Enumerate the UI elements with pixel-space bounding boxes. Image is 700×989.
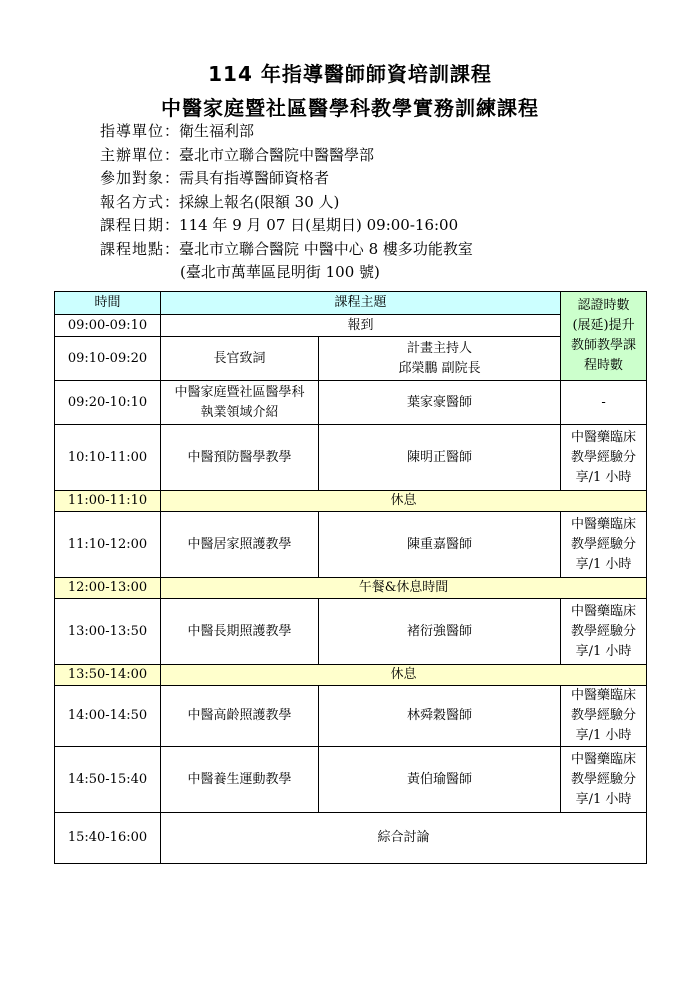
credit-line: 教學經驗分 (571, 771, 637, 787)
info-separator: ： (164, 239, 180, 258)
header-credit-line: 教師教學課 (571, 338, 637, 353)
info-label: 參加對象 (100, 169, 165, 187)
speaker-line: 計畫主持人 (407, 340, 473, 356)
info-organizer (100, 120, 473, 144)
row-time: 14:00-14:50 (55, 686, 161, 747)
info-location (100, 238, 473, 262)
credit-line: 教學經驗分 (571, 536, 637, 552)
table-row (55, 686, 647, 747)
table-row (55, 813, 647, 864)
info-separator: ： (164, 216, 180, 234)
row-time: 10:10-11:00 (55, 425, 161, 491)
credit-line: 享/1 小時 (575, 556, 632, 572)
row-topic (161, 381, 319, 425)
row-credit (561, 425, 647, 491)
break-row (55, 578, 647, 599)
row-credit: - (561, 381, 647, 425)
info-label: 課程日期 (100, 216, 165, 234)
table-row (55, 425, 647, 491)
row-topic: 長官致詞 (161, 337, 319, 381)
row-credit (561, 686, 647, 747)
row-credit (561, 747, 647, 813)
row-span-text: 休息 (161, 491, 647, 512)
course-subtitle: 中醫家庭暨社區醫學科教學實務訓練課程 (161, 96, 539, 120)
row-speaker (319, 337, 561, 381)
info-label: 課程地點 (100, 239, 165, 258)
header-credit-line: 認證時數 (577, 298, 630, 313)
info-address: (臺北市萬華區昆明街 100 號) (180, 263, 380, 281)
credit-line: 中醫藥臨床 (571, 603, 637, 619)
info-label: 報名方式 (100, 192, 165, 211)
info-value: 臺北市立聯合醫院中醫醫學部 (179, 145, 375, 164)
info-registration (100, 191, 473, 215)
row-span-text: 綜合討論 (161, 813, 647, 864)
row-time: 09:00-09:10 (55, 315, 161, 337)
table-row (55, 599, 647, 665)
row-credit (561, 599, 647, 665)
info-value: 採線上報名(限額 30 人) (179, 192, 340, 211)
info-label: 主辦單位 (100, 145, 165, 164)
row-topic: 中醫預防醫學教學 (161, 425, 319, 491)
table-row (55, 337, 647, 381)
row-time: 13:50-14:00 (55, 665, 161, 686)
row-span-text: 報到 (161, 315, 561, 337)
row-speaker: 褚衍強醫師 (319, 599, 561, 665)
header-credit-line: 程時數 (584, 358, 624, 373)
row-speaker: 黃伯瑜醫師 (319, 747, 561, 813)
break-row (55, 665, 647, 686)
credit-line: 享/1 小時 (575, 728, 632, 743)
course-title: 114 年指導醫師師資培訓課程 (208, 62, 492, 86)
topic-line: 中醫家庭暨社區醫學科 (174, 384, 305, 400)
table-row (55, 315, 647, 337)
credit-line: 中醫藥臨床 (571, 516, 637, 532)
row-time: 13:00-13:50 (55, 599, 161, 665)
row-time: 11:00-11:10 (55, 491, 161, 512)
row-topic: 中醫高齡照護教學 (161, 686, 319, 747)
row-span-text: 午餐&休息時間 (161, 578, 647, 599)
info-audience (100, 167, 473, 191)
info-date (100, 214, 473, 238)
row-time: 11:10-12:00 (55, 512, 161, 578)
header-time: 時間 (55, 292, 161, 315)
speaker-line: 邱榮鵬 副院長 (398, 360, 481, 376)
info-separator: ： (164, 169, 180, 187)
info-host (100, 144, 473, 168)
info-value: 臺北市立聯合醫院 中醫中心 8 樓多功能教室 (179, 239, 473, 258)
header-topic: 課程主題 (161, 292, 561, 315)
info-separator: ： (164, 192, 180, 211)
header-credit (561, 292, 647, 381)
row-speaker: 葉家豪醫師 (319, 381, 561, 425)
credit-line: 教學經驗分 (571, 623, 637, 639)
credit-line: 享/1 小時 (575, 643, 632, 659)
table-row (55, 747, 647, 813)
credit-line: 中醫藥臨床 (571, 429, 637, 445)
info-separator: ： (164, 122, 180, 140)
info-label: 指導單位 (100, 122, 165, 140)
credit-line: 教學經驗分 (571, 449, 637, 465)
credit-line: 中醫藥臨床 (571, 751, 637, 767)
course-info (100, 120, 473, 285)
row-speaker: 陳重嘉醫師 (319, 512, 561, 578)
row-topic: 中醫養生運動教學 (161, 747, 319, 813)
row-speaker: 陳明正醫師 (319, 425, 561, 491)
row-topic: 中醫居家照護教學 (161, 512, 319, 578)
row-time: 09:20-10:10 (55, 381, 161, 425)
table-header-row (55, 292, 647, 315)
row-time: 09:10-09:20 (55, 337, 161, 381)
info-value: 需具有指導醫師資格者 (179, 169, 330, 187)
topic-line: 執業領域介紹 (200, 404, 279, 420)
info-value: 114 年 9 月 07 日(星期日) 09:00-16:00 (179, 216, 459, 234)
row-topic: 中醫長期照護教學 (161, 599, 319, 665)
row-time: 15:40-16:00 (55, 813, 161, 864)
row-span-text: 休息 (161, 665, 647, 686)
credit-line: 中醫藥臨床 (571, 688, 637, 703)
info-separator: ： (164, 145, 180, 164)
row-credit (561, 512, 647, 578)
header-credit-line: (展延)提升 (572, 318, 635, 333)
row-time: 14:50-15:40 (55, 747, 161, 813)
schedule-table (54, 291, 647, 864)
row-time: 12:00-13:00 (55, 578, 161, 599)
credit-line: 享/1 小時 (575, 791, 632, 807)
credit-line: 教學經驗分 (571, 708, 637, 723)
credit-line: 享/1 小時 (575, 469, 632, 485)
break-row (55, 491, 647, 512)
table-row (55, 512, 647, 578)
info-value: 衛生福利部 (179, 122, 255, 140)
row-speaker: 林舜穀醫師 (319, 686, 561, 747)
table-row (55, 381, 647, 425)
